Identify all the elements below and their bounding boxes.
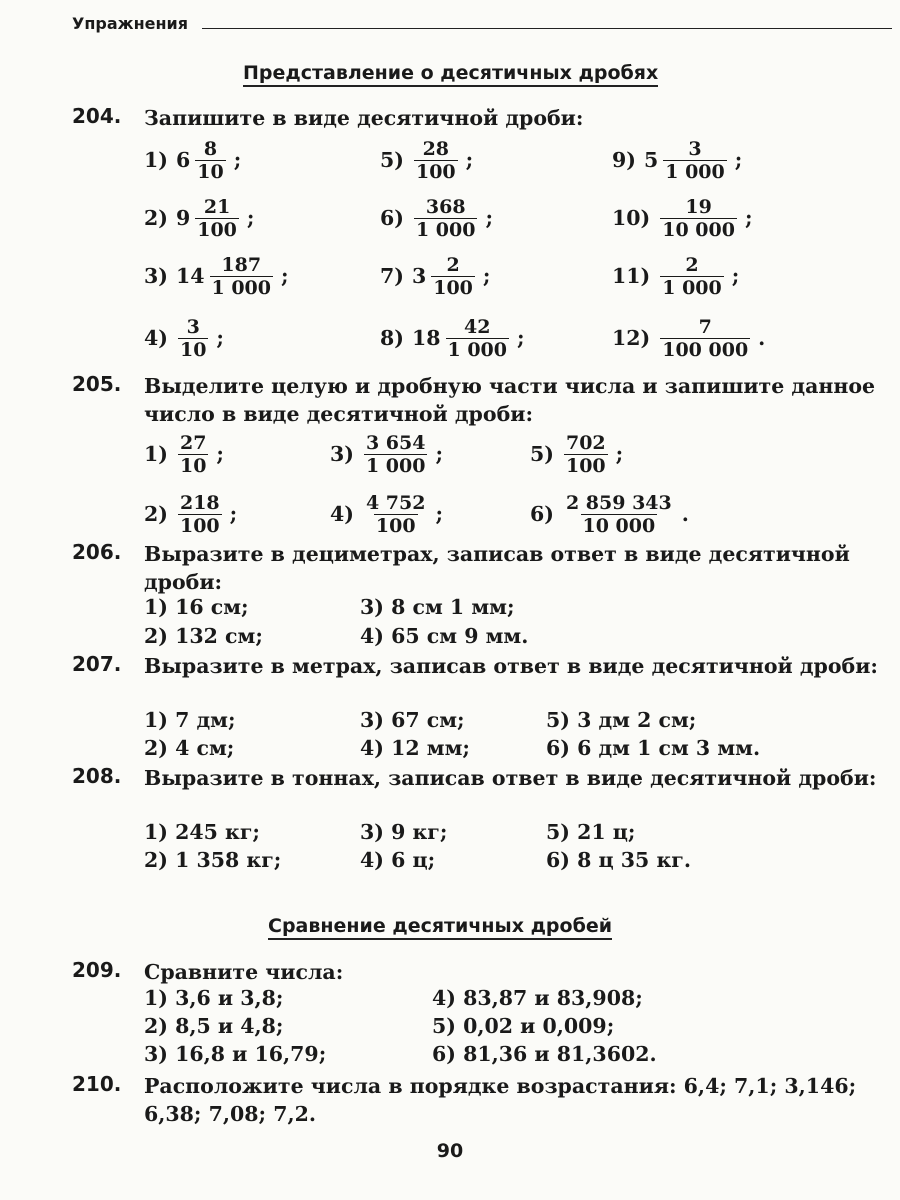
exercise-209-item: 5) 0,02 и 0,009;: [432, 1014, 615, 1038]
item-punct: .: [681, 502, 689, 526]
item-label: 2): [144, 206, 168, 230]
fraction: [660, 196, 737, 241]
exercise-206-item: 4) 65 см 9 мм.: [360, 624, 529, 648]
exercise-204-item: [144, 250, 289, 302]
exercise-text: Выразите в дециметрах, записав ответ в виде десятичной дроби:: [144, 542, 850, 594]
exercise-209-item: 4) 83,87 и 83,908;: [432, 986, 643, 1010]
fraction: [210, 254, 274, 299]
fraction: [414, 196, 478, 241]
item-label: 7): [380, 264, 404, 288]
exercise-205-item: [530, 488, 689, 540]
fraction: [660, 254, 724, 299]
numerator: 2: [685, 253, 699, 276]
exercise-207-item: 5) 3 дм 2 см;: [546, 708, 697, 732]
fraction: [431, 254, 475, 299]
fraction: [178, 492, 222, 537]
item-punct: ;: [482, 264, 491, 288]
exercise-205-item: [144, 488, 237, 540]
item-punct: ;: [233, 148, 242, 172]
item-punct: ;: [229, 502, 238, 526]
denominator: 100: [433, 276, 473, 299]
numerator: 21: [203, 195, 231, 218]
exercise-number: 206.: [72, 540, 122, 564]
denominator: 1 000: [447, 338, 507, 361]
numerator: 368: [425, 195, 466, 218]
exercise-207-item: 4) 12 мм;: [360, 736, 470, 760]
exercise-208-item: 3) 9 кг;: [360, 820, 448, 844]
section-title-representation: Представление о десятичных дробях: [243, 62, 658, 87]
denominator: 10: [197, 160, 224, 183]
item-punct: ;: [465, 148, 474, 172]
denominator: 1 000: [211, 276, 271, 299]
exercise-208-item: 1) 245 кг;: [144, 820, 260, 844]
numerator: 8: [203, 137, 218, 160]
item-punct: ;: [517, 326, 525, 350]
exercise-204-item: [144, 134, 241, 186]
exercise-text: Сравните числа:: [144, 960, 344, 984]
exercise-208-item: 2) 1 358 кг;: [144, 848, 282, 872]
running-header-title: Упражнения: [72, 14, 189, 33]
exercise-209-item: 3) 16,8 и 16,79;: [144, 1042, 327, 1066]
exercise-206-item: 1) 16 см;: [144, 595, 249, 619]
exercise-number: 204.: [72, 104, 122, 128]
exercise-text: Выразите в метрах, записав ответ в виде десятичной дроби:: [144, 654, 878, 678]
running-header: [72, 12, 892, 36]
exercise-number: 210.: [72, 1072, 122, 1096]
fraction: [364, 492, 428, 537]
denominator: 100: [415, 160, 456, 183]
exercise-209-item: 2) 8,5 и 4,8;: [144, 1014, 284, 1038]
exercise-208-item: 4) 6 ц;: [360, 848, 436, 872]
item-punct: ;: [435, 442, 444, 466]
fraction: [663, 138, 727, 183]
item-punct: .: [758, 326, 766, 350]
numerator: 42: [464, 315, 491, 338]
exercise-number: 208.: [72, 764, 122, 788]
numerator: 218: [179, 491, 220, 514]
item-label: 10): [612, 206, 651, 230]
item-punct: ;: [744, 206, 753, 230]
fraction: [195, 138, 225, 183]
numerator: 2 859 343: [565, 491, 672, 514]
item-label: 3): [144, 264, 168, 288]
item-punct: ;: [216, 442, 224, 466]
exercise-204-item: [612, 312, 765, 364]
exercise-205-item: [330, 488, 443, 540]
item-punct: ;: [734, 148, 743, 172]
exercise-207-item: 3) 67 см;: [360, 708, 465, 732]
numerator: 27: [179, 431, 207, 454]
numerator: 2: [446, 253, 460, 276]
item-punct: ;: [216, 326, 224, 350]
item-label: 1): [144, 442, 168, 466]
section-title-comparison: Сравнение десятичных дробей: [268, 915, 612, 940]
exercise-204-item: [380, 192, 493, 244]
item-label: 3): [330, 442, 354, 466]
exercise-204-item: [612, 192, 753, 244]
denominator: 1 000: [415, 218, 476, 241]
fraction: [364, 432, 428, 477]
denominator: 100 000: [662, 338, 749, 361]
exercise-208-item: 5) 21 ц;: [546, 820, 636, 844]
exercise-206-item: 2) 132 см;: [144, 624, 263, 648]
exercise-number: 205.: [72, 372, 122, 396]
exercise-209-item: 6) 81,36 и 81,3602.: [432, 1042, 657, 1066]
item-label: 6): [380, 206, 404, 230]
item-label: 11): [612, 264, 651, 288]
exercise-204-item: [380, 250, 490, 302]
denominator: 100: [197, 218, 237, 241]
numerator: 4 752: [365, 491, 426, 514]
exercise-number: 207.: [72, 652, 122, 676]
exercise-204-item: [380, 312, 525, 364]
exercise-205-item: [530, 428, 623, 480]
whole-part: 3: [411, 264, 427, 288]
denominator: 1 000: [365, 454, 426, 477]
whole-part: 6: [175, 148, 191, 172]
fraction: [414, 138, 458, 183]
denominator: 10: [179, 338, 207, 361]
numerator: 19: [685, 195, 712, 218]
item-label: 4): [330, 502, 354, 526]
exercise-text: Выразите в тоннах, записав ответ в виде десятичной дроби:: [144, 766, 877, 790]
item-punct: ;: [485, 206, 494, 230]
numerator: 702: [565, 431, 606, 454]
fraction: [195, 196, 239, 241]
exercise-204-item: [612, 250, 739, 302]
item-punct: ;: [435, 502, 444, 526]
page-number: 90: [436, 1140, 464, 1162]
numerator: 3: [186, 315, 200, 338]
item-label: 5): [530, 442, 554, 466]
whole-part: 5: [643, 148, 659, 172]
whole-part: 14: [175, 264, 205, 288]
item-punct: ;: [615, 442, 624, 466]
item-label: 2): [144, 502, 168, 526]
fraction: [446, 316, 510, 361]
exercise-text: Выделите целую и дробную части числа и запишите данное число в виде десятичной дроби:: [144, 374, 876, 426]
item-punct: ;: [281, 264, 289, 288]
denominator: 10: [179, 454, 207, 477]
item-label: 5): [380, 148, 404, 172]
exercise-207-item: 2) 4 см;: [144, 736, 235, 760]
exercise-204-item: [144, 312, 224, 364]
exercise-205-item: [144, 428, 224, 480]
numerator: 28: [422, 137, 450, 160]
denominator: 10 000: [582, 514, 656, 537]
exercise-208-item: 6) 8 ц 35 кг.: [546, 848, 691, 872]
item-punct: ;: [731, 264, 740, 288]
item-label: 8): [380, 326, 404, 350]
exercise-number: 209.: [72, 958, 122, 982]
exercise-207-item: 6) 6 дм 1 см 3 мм.: [546, 736, 761, 760]
numerator: 3: [688, 137, 702, 160]
exercise-205-item: [330, 428, 443, 480]
exercise-204-item: [380, 134, 473, 186]
item-label: 12): [612, 326, 651, 350]
item-punct: ;: [246, 206, 255, 230]
numerator: 7: [698, 315, 712, 338]
fraction: [660, 316, 750, 361]
exercise-text: Расположите числа в порядке возрастания: 6,4; 7,1; 3,146; 6,38; 7,08; 7,2.: [144, 1074, 857, 1126]
fraction: [564, 432, 608, 477]
fraction: [564, 492, 674, 537]
whole-part: 18: [411, 326, 441, 350]
item-label: 4): [144, 326, 168, 350]
denominator: 100: [179, 514, 220, 537]
fraction: [178, 432, 208, 477]
denominator: 10 000: [662, 218, 735, 241]
numerator: 187: [221, 253, 262, 276]
fraction: [178, 316, 208, 361]
exercise-text: Запишите в виде десятичной дроби:: [144, 106, 584, 130]
exercise-209-item: 1) 3,6 и 3,8;: [144, 986, 284, 1010]
item-label: 9): [612, 148, 636, 172]
numerator: 3 654: [365, 431, 426, 454]
denominator: 1 000: [662, 276, 722, 299]
header-rule: [202, 28, 892, 29]
item-label: 1): [144, 148, 168, 172]
denominator: 100: [375, 514, 416, 537]
denominator: 100: [565, 454, 606, 477]
exercise-204-item: [144, 192, 254, 244]
item-label: 6): [530, 502, 554, 526]
whole-part: 9: [175, 206, 191, 230]
exercise-207-item: 1) 7 дм;: [144, 708, 236, 732]
denominator: 1 000: [665, 160, 725, 183]
exercise-204-item: [612, 134, 742, 186]
exercise-206-item: 3) 8 см 1 мм;: [360, 595, 515, 619]
